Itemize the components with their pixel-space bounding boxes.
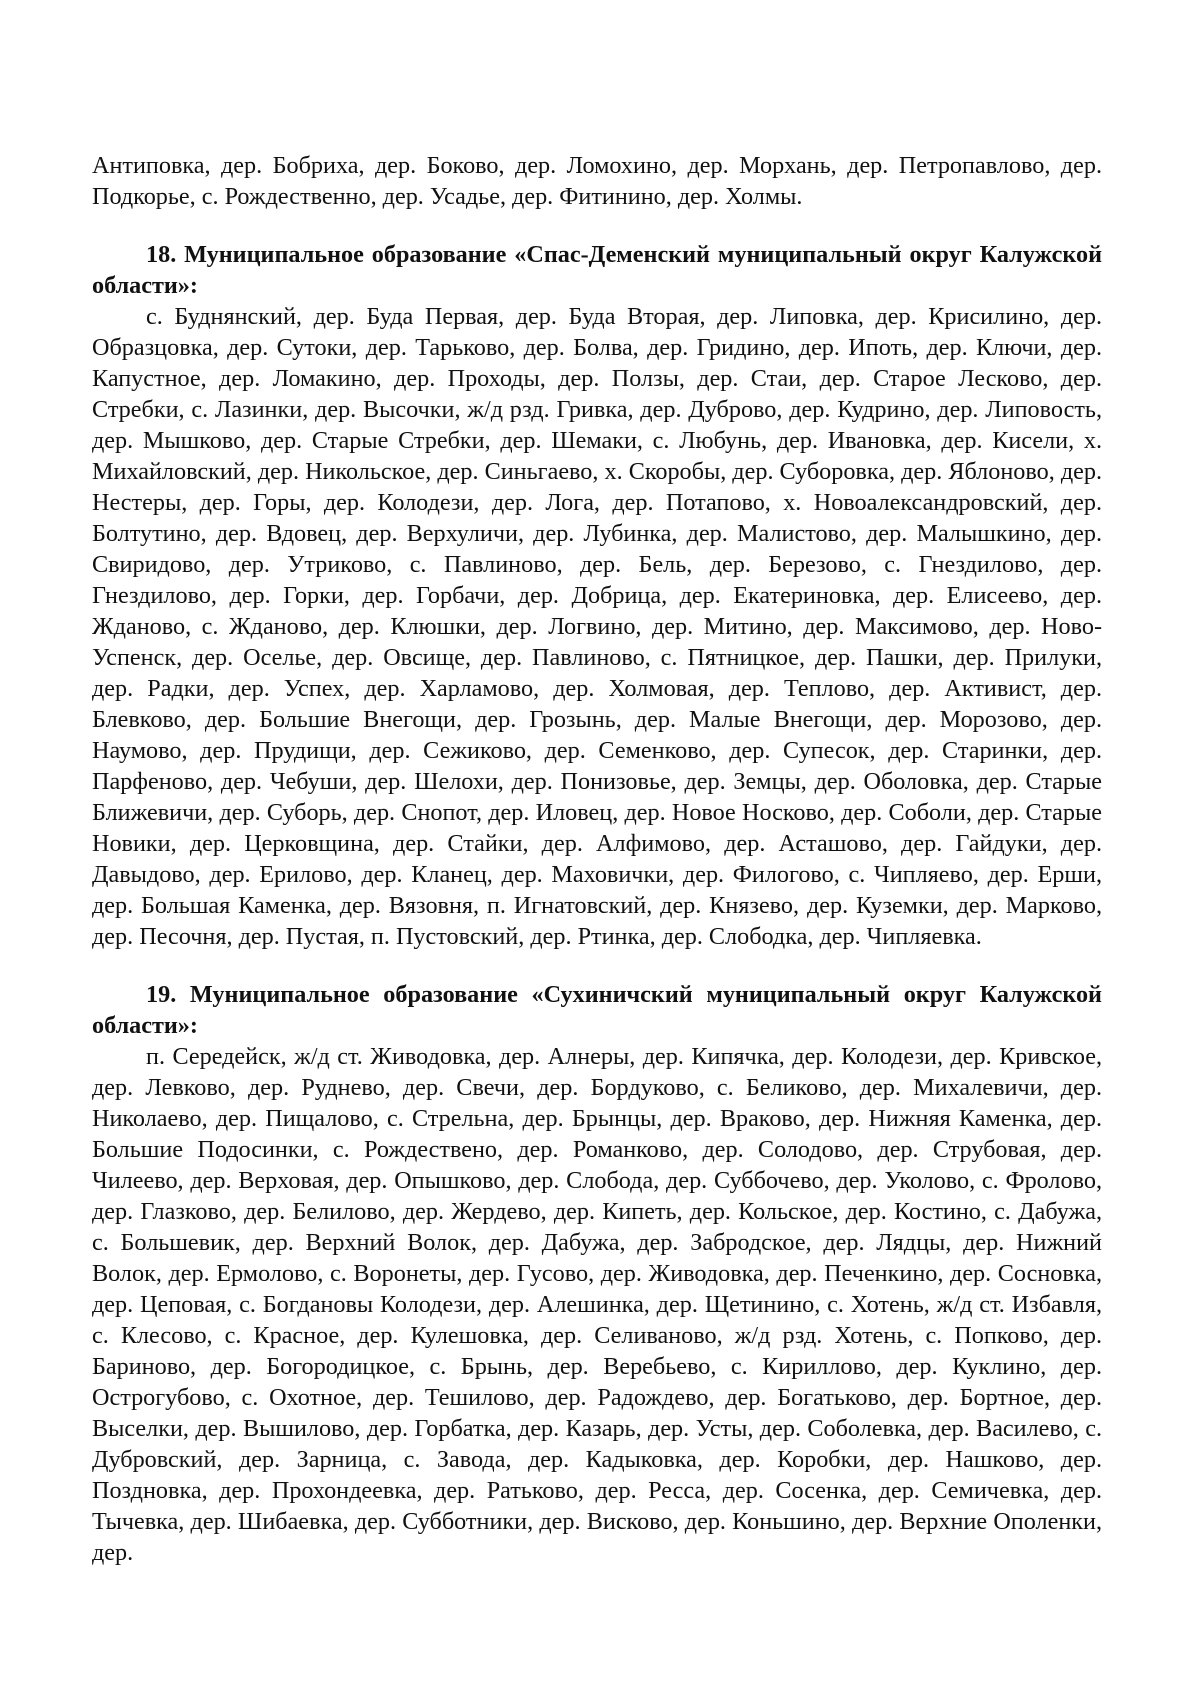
section-19 [92, 979, 1102, 1568]
section-heading: 19. Муниципальное образование «Сухиничский муниципальный округ Калужской области»: [92, 981, 1102, 1039]
section-body: с. Буднянский, дер. Буда Первая, дер. Буда Вторая, дер. Липовка, дер. Крисилино, дер. Образцовка, дер. Сутоки, дер. Тарьково, дер. Болва, дер. Гридино, дер. Ипоть, дер. Ключи, дер. Капустное, дер. Ломакино, дер. Проходы, дер. Ползы, дер. Стаи, дер. Старое Лесково, дер. Стребки, с. Лазинки, дер. Высочки, ж/д рзд. Гривка, дер. Дуброво, дер. Кудрино, дер. Липовость, дер. Мышково, дер. Старые Стребки, дер. Шемаки, с. Любунь, дер. Ивановка, дер. Кисели, х. Михайловский, дер. Никольское, дер. Синьгаево, х. Скоробы, дер. Суборовка, дер. Яблоново, дер. Нестеры, дер. Горы, дер. Колодези, дер. Лога, дер. Потапово, х. Новоалександровский, дер. Болтутино, дер. Вдовец, дер. Верхуличи, дер. Лубинка, дер. Малистово, дер. Малышкино, дер. Свиридово, дер. Утриково, с. Павлиново, дер. Бель, дер. Березово, с. Гнездилово, дер. Гнездилово, дер. Горки, дер. Горбачи, дер. Добрица, дер. Екатериновка, дер. Елисеево, дер. Жданово, с. Жданово, дер. Клюшки, дер. Логвино, дер. Митино, дер. Максимово, дер. Ново-Успенск, дер. Оселье, дер. Овсище, дер. Павлиново, с. Пятницкое, дер. Пашки, дер. Прилуки, дер. Радки, дер. Успех, дер. Харламово, дер. Холмовая, дер. Теплово, дер. Активист, дер. Блевково, дер. Большие Внегощи, дер. Грозынь, дер. Малые Внегощи, дер. Морозово, дер. Наумово, дер. Прудищи, дер. Сежиково, дер. Семенково, дер. Супесок, дер. Старинки, дер. Парфеново, дер. Чебуши, дер. Шелохи, дер. Понизовье, дер. Земцы, дер. Оболовка, дер. Старые Ближевичи, дер. Суборь, дер. Снопот, дер. Иловец, дер. Новое Носково, дер. Соболи, дер. Старые Новики, дер. Церковщина, дер. Стайки, дер. Алфимово, дер. Асташово, дер. Гайдуки, дер. Давыдово, дер. Ерилово, дер. Кланец, дер. Маховички, дер. Филогово, с. Чипляево, дер. Ерши, дер. Большая Каменка, дер. Вязовня, п. Игнатовский, дер. Князево, дер. Куземки, дер. Марково, дер. Песочня, дер. Пустая, п. Пустовский, дер. Ртинка, дер. Слободка, дер. Чипляевка. [92, 303, 1102, 950]
section-body: п. Середейск, ж/д ст. Живодовка, дер. Алнеры, дер. Кипячка, дер. Колодези, дер. Кривское, дер. Левково, дер. Руднево, дер. Свечи, дер. Бордуково, с. Беликово, дер. Михалевичи, дер. Николаево, дер. Пищалово, с. Стрельна, дер. Брынцы, дер. Враково, дер. Нижняя Каменка, дер. Большие Подосинки, с. Рождествено, дер. Романково, дер. Солодово, дер. Струбовая, дер. Чилеево, дер. Верховая, дер. Опышково, дер. Слобода, дер. Суббочево, дер. Уколово, с. Фролово, дер. Глазково, дер. Белилово, дер. Жердево, дер. Кипеть, дер. Кольское, дер. Костино, с. Дабужа, с. Большевик, дер. Верхний Волок, дер. Дабужа, дер. Забродское, дер. Лядцы, дер. Нижний Волок, дер. Ермолово, с. Воронеты, дер. Гусово, дер. Живодовка, дер. Печенкино, дер. Сосновка, дер. Цеповая, с. Богдановы Колодези, дер. Алешинка, дер. Щетинино, с. Хотень, ж/д ст. Избавля, с. Клесово, с. Красное, дер. Кулешовка, дер. Селиваново, ж/д рзд. Хотень, с. Попково, дер. Бариново, дер. Богородицкое, с. Брынь, дер. Веребьево, с. Кириллово, дер. Куклино, дер. Острогубово, с. Охотное, дер. Тешилово, дер. Радождево, дер. Богатьково, дер. Бортное, дер. Выселки, дер. Вышилово, дер. Горбатка, дер. Казарь, дер. Усты, дер. Соболевка, дер. Василево, с. Дубровский, дер. Зарница, с. Завода, дер. Кадыковка, дер. Коробки, дер. Нашково, дер. Поздновка, дер. Прохондеевка, дер. Ратьково, дер. Ресса, дер. Сосенка, дер. Семичевка, дер. Тычевка, дер. Шибаевка, дер. Субботники, дер. Висково, дер. Коньшино, дер. Верхние Ополенки, дер. [92, 1043, 1102, 1566]
intro-paragraph: Антиповка, дер. Бобриха, дер. Боково, дер. Ломохино, дер. Морхань, дер. Петропавлово, дер. Подкорье, с. Рождественно, дер. Усадье, дер. Фитинино, дер. Холмы. [92, 152, 1102, 210]
section-heading: 18. Муниципальное образование «Спас-Деменский муниципальный округ Калужской области»: [92, 241, 1102, 299]
section-18 [92, 239, 1102, 952]
document-page [92, 150, 1102, 1568]
